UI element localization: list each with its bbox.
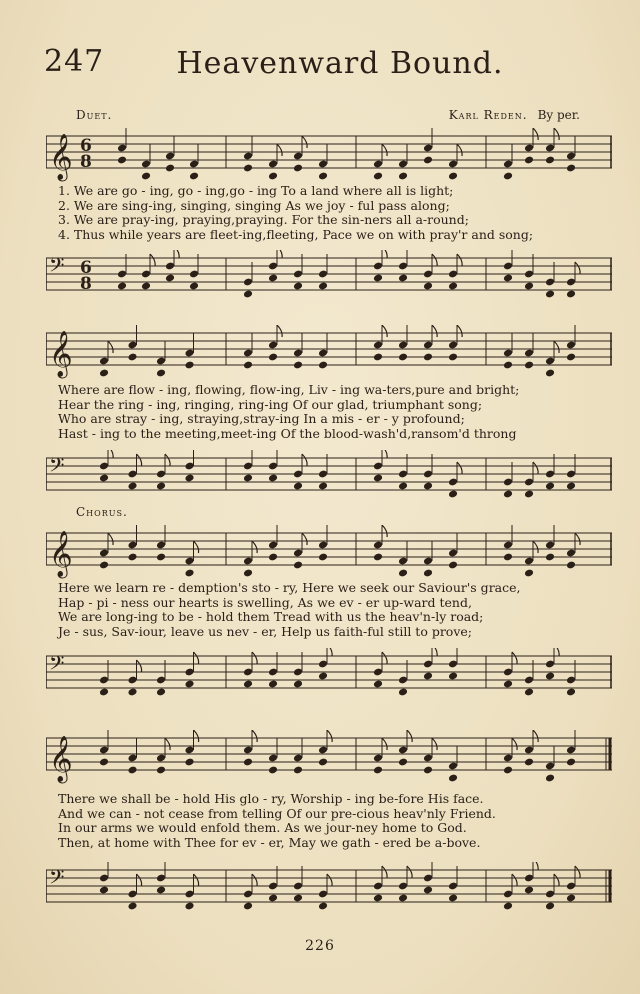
verse-line: Then, at home with Thee for ev - er, May we gath - ered be a-bove. <box>58 834 481 850</box>
svg-text:𝄞: 𝄞 <box>49 531 73 577</box>
voicing-label: Duet. <box>76 108 113 122</box>
composer-name: Karl Reden. <box>448 108 528 122</box>
bass-staff <box>46 450 612 504</box>
svg-text:𝄢: 𝄢 <box>49 253 65 282</box>
treble-staff <box>46 525 612 579</box>
treble-staff <box>46 128 612 182</box>
verse-lyrics <box>58 383 618 441</box>
verse-line: Hap - pi - ness our hearts is swelling, As we ev - er up-ward tend, <box>58 594 472 610</box>
hymn-title <box>0 46 640 81</box>
page-number: 226 <box>305 938 335 954</box>
svg-text:𝄢: 𝄢 <box>49 865 65 894</box>
bass-staff <box>46 250 612 304</box>
svg-text:𝄞: 𝄞 <box>49 736 73 782</box>
bass-staff <box>46 648 612 702</box>
hymn-title-text: Heavenward Bound. <box>176 46 504 81</box>
verse-line: Je - sus, Sav-iour, leave us nev - er, Help us faith-ful still to prove; <box>58 623 473 639</box>
final-lyrics <box>58 792 618 850</box>
svg-text:8: 8 <box>80 152 92 172</box>
verse-lyrics <box>58 184 618 242</box>
svg-text:6: 6 <box>80 136 92 156</box>
svg-text:𝄢: 𝄢 <box>49 453 65 482</box>
svg-text:8: 8 <box>80 274 92 294</box>
permission-note: By per. <box>537 108 580 122</box>
verse-line: We are long-ing to be - hold them Tread with us the heav'n-ly road; <box>58 609 484 624</box>
composer-credit <box>449 108 580 122</box>
verse-line: And we can - not cease from telling Of our pre-cious heav'nly Friend. <box>58 805 496 821</box>
verse-line: There we shall be - hold His glo - ry, Worship - ing be-fore His face. <box>58 791 484 806</box>
verse-line: 2. We are sing-ing, singing, singing As we joy - ful pass along; <box>58 197 450 213</box>
verse-line: Who are stray - ing, straying,stray-ing In a mis - er - y profound; <box>58 411 465 426</box>
verse-line: Hear the ring - ing, ringing, ring-ing Of our glad, triumphant song; <box>58 396 483 412</box>
verse-line: Hast - ing to the meeting,meet-ing Of the blood-wash'd,ransom'd throng <box>58 425 517 441</box>
verse-line: Where are flow - ing, flowing, flow-ing, Liv - ing wa-ters,pure and bright; <box>58 382 520 397</box>
chorus-lyrics <box>58 581 618 639</box>
treble-staff <box>46 730 612 784</box>
hymn-number: 247 <box>44 44 105 79</box>
svg-text:𝄞: 𝄞 <box>49 331 73 377</box>
treble-staff <box>46 325 612 379</box>
svg-text:𝄞: 𝄞 <box>49 134 73 180</box>
bass-staff <box>46 862 612 916</box>
verse-line: In our arms we would enfold them. As we jour-ney home to God. <box>58 820 467 835</box>
verse-line: 3. We are pray-ing, praying,praying. For the sin-ners all a-round; <box>58 212 469 227</box>
chorus-label: Chorus. <box>76 505 128 519</box>
svg-text:6: 6 <box>80 258 92 278</box>
svg-text:𝄢: 𝄢 <box>49 651 65 680</box>
verse-line: 4. Thus while years are fleet-ing,fleeting, Pace we on with pray'r and song; <box>58 226 534 242</box>
verse-line: Here we learn re - demption's sto - ry, Here we seek our Saviour's grace, <box>58 580 521 595</box>
verse-line: 1. We are go - ing, go - ing,go - ing To a land where all is light; <box>58 183 454 198</box>
